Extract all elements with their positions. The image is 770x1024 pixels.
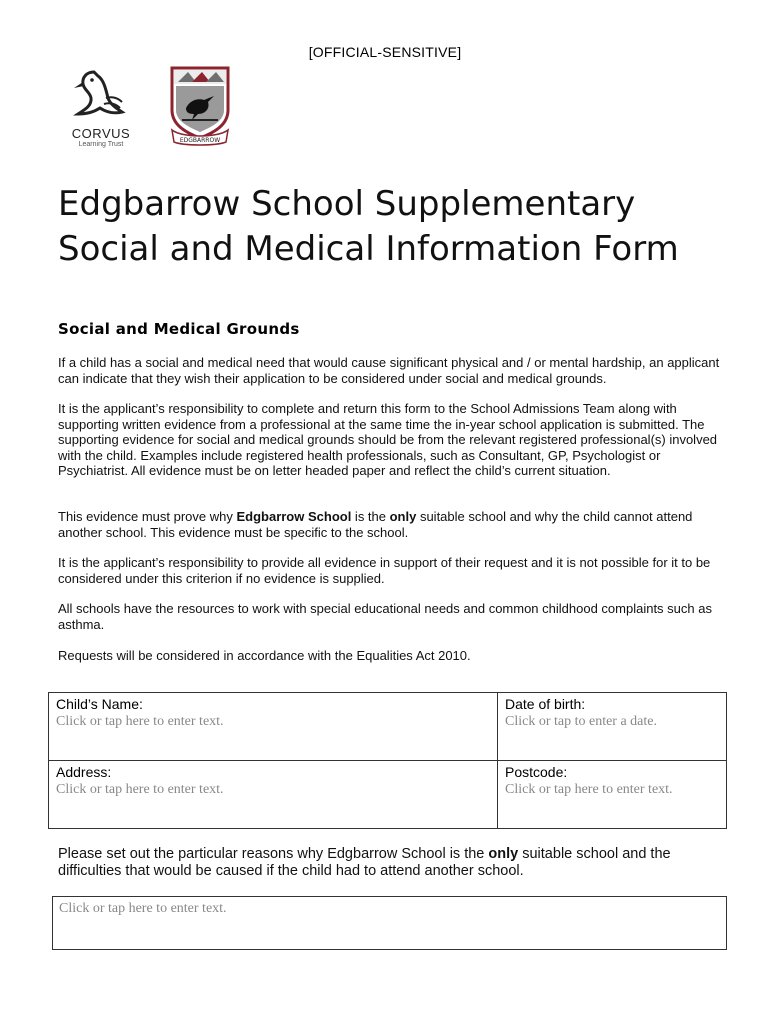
child-name-label: Child’s Name: <box>56 696 143 712</box>
paragraph-applicant-responsibility: It is the applicant’s responsibility to complete and return this form to the School Admissions Team along with supporting written evidence from a professional at the same time the in-year school application is submitted. The supporting evidence for social and medical grounds should be from the relevant registered professional(s) involved with the child. Examples include registered health professionals, such as Consultant, GP, Psychologist or Psychiatrist. All evidence must be on letter headed paper and reflect the child’s current situation. <box>58 401 718 478</box>
paragraph-equalities-act: Requests will be considered in accordance with the Equalities Act 2010. <box>58 648 471 663</box>
paragraph-school-resources: All schools have the resources to work with special educational needs and common childhood complaints such as asthma. <box>58 601 712 632</box>
edgbarrow-crest-icon <box>168 64 232 148</box>
corvus-wordmark: CORVUS <box>71 126 131 141</box>
classification-marking: [OFFICIAL-SENSITIVE] <box>308 44 462 60</box>
paragraph-social-medical-need: If a child has a social and medical need that would cause significant physical and / or mental hardship, an applicant can indicate that they wish their application to be considered under social and medical grounds. <box>58 355 720 386</box>
document-title: Edgbarrow School Supplementary Social and Medical Information Form <box>58 184 679 269</box>
corvus-subtitle: Learning Trust <box>78 141 124 148</box>
reasons-text-field[interactable] <box>52 896 727 950</box>
date-of-birth-field[interactable]: Click or tap to enter a date. <box>505 714 657 729</box>
address-label: Address: <box>56 764 112 780</box>
postcode-cell[interactable] <box>498 761 726 828</box>
child-name-field[interactable]: Click or tap here to enter text. <box>56 714 224 729</box>
date-of-birth-cell[interactable] <box>498 693 726 761</box>
reasons-question: Please set out the particular reasons why Edgbarrow School is the only suitable school and the difficulties that would be caused if the child had to attend another school. <box>58 846 671 879</box>
child-details-table <box>48 692 727 829</box>
address-cell[interactable] <box>49 761 498 828</box>
postcode-label: Postcode: <box>505 764 568 780</box>
paragraph-evidence-proof: This evidence must prove why Edgbarrow School is the only suitable school and why the child cannot attend another school. This evidence must be specific to the school. <box>58 509 693 540</box>
postcode-field[interactable]: Click or tap here to enter text. <box>505 782 673 797</box>
crest-banner-text: EDGBARROW <box>179 137 221 144</box>
reasons-placeholder: Click or tap here to enter text. <box>59 901 227 916</box>
address-field[interactable]: Click or tap here to enter text. <box>56 782 224 797</box>
child-name-cell[interactable] <box>49 693 498 761</box>
section-heading: Social and Medical Grounds <box>58 320 300 338</box>
date-of-birth-label: Date of birth: <box>505 696 586 712</box>
paragraph-provide-evidence: It is the applicant’s responsibility to provide all evidence in support of their request and it is not possible for it to be considered under this criterion if no evidence is supplied. <box>58 555 711 586</box>
